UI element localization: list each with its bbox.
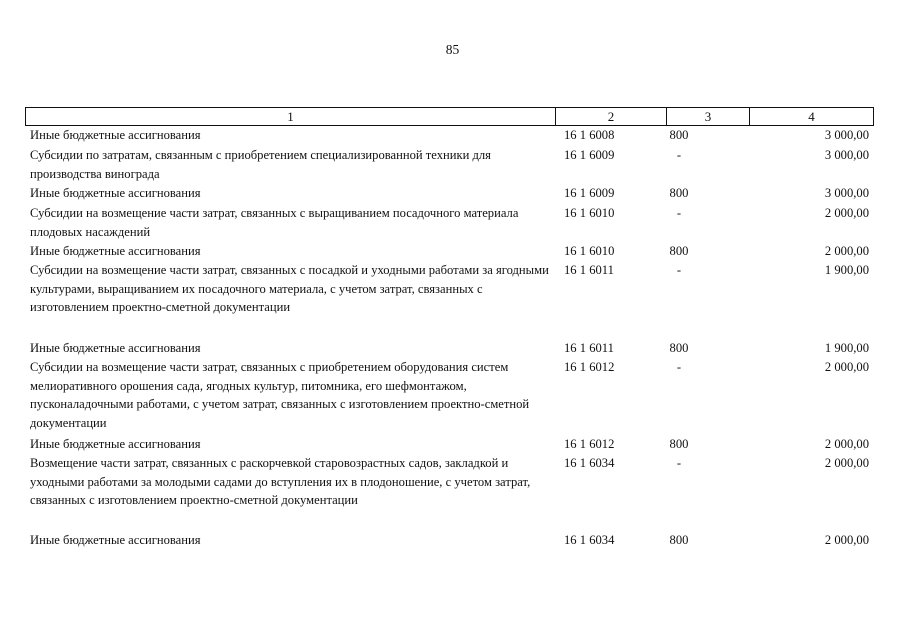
row-code: 16 1 6034	[564, 533, 615, 547]
row-amount: 3 000,00	[824, 128, 869, 142]
table-header	[25, 107, 874, 126]
row-amount: 2 000,00	[824, 437, 869, 451]
row-amount: 1 900,00	[824, 263, 869, 277]
row-code: 16 1 6011	[564, 341, 614, 355]
row-amount: 2 000,00	[824, 456, 869, 470]
row-type: 800	[669, 128, 689, 142]
row-type: 800	[669, 186, 689, 200]
row-amount: 2 000,00	[824, 360, 869, 374]
row-amount: 3 000,00	[824, 148, 869, 162]
row-name: Возмещение части затрат, связанных с раскорчевкой старовозрастных садов, закладкой и уходными работами за молодыми садами до вступления их в плодоношение, с учетом затрат, связанных с изготовлением проектно-сметной документации	[30, 456, 531, 508]
column-header-1: 1	[287, 109, 294, 124]
row-code: 16 1 6034	[564, 456, 615, 470]
row-code: 16 1 6009	[564, 148, 615, 162]
row-type: -	[676, 148, 682, 162]
row-type: 800	[669, 437, 689, 451]
row-name: Субсидии на возмещение части затрат, связанных с выращиванием посадочного материала плодовых насаждений	[30, 206, 519, 239]
row-amount: 2 000,00	[824, 206, 869, 220]
row-code: 16 1 6008	[564, 128, 615, 142]
row-code: 16 1 6012	[564, 437, 615, 451]
row-code: 16 1 6012	[564, 360, 615, 374]
row-amount: 2 000,00	[824, 244, 869, 258]
row-name: Иные бюджетные ассигнования	[30, 533, 201, 547]
row-name: Иные бюджетные ассигнования	[30, 186, 201, 200]
row-type: 800	[669, 244, 689, 258]
row-type: -	[676, 206, 682, 220]
row-type: -	[676, 263, 682, 277]
row-type: 800	[669, 533, 689, 547]
row-name: Иные бюджетные ассигнования	[30, 341, 201, 355]
column-header-3: 3	[704, 109, 712, 124]
row-type: 800	[669, 341, 689, 355]
row-code: 16 1 6009	[564, 186, 615, 200]
row-amount: 2 000,00	[824, 533, 869, 547]
row-code: 16 1 6010	[564, 244, 615, 258]
row-name: Субсидии на возмещение части затрат, связанных с приобретением оборудования систем мелиоративного орошения сада, ягодных культур, питомника, его шефмонтажом, пусконаладочными работами, с учетом затрат, связанных с изготовлением проектно-сметной документации	[30, 360, 530, 430]
row-type: -	[676, 456, 682, 470]
row-name: Иные бюджетные ассигнования	[30, 244, 201, 258]
row-type: -	[676, 360, 682, 374]
row-name: Субсидии на возмещение части затрат, связанных с посадкой и уходными работами за ягодными культурами, выращиванием их посадочного материала, с учетом затрат, связанных с изготовлением проектно-сметной документации	[30, 263, 549, 315]
row-name: Субсидии по затратам, связанным с приобретением специализированной техники для производства винограда	[30, 148, 491, 181]
row-code: 16 1 6011	[564, 263, 614, 277]
column-header-4: 4	[808, 109, 815, 124]
row-amount: 3 000,00	[824, 186, 869, 200]
column-header-2: 2	[607, 109, 615, 124]
page-number: 85	[445, 42, 460, 57]
row-code: 16 1 6010	[564, 206, 615, 220]
row-name: Иные бюджетные ассигнования	[30, 437, 201, 451]
row-amount: 1 900,00	[824, 341, 869, 355]
row-name: Иные бюджетные ассигнования	[30, 128, 201, 142]
